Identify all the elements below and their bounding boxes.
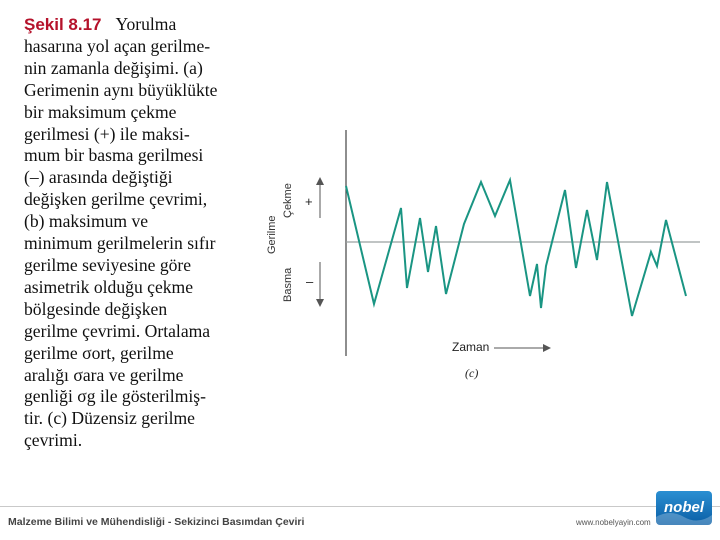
caption-line-0: Yorulma bbox=[115, 14, 177, 34]
plus-sign: + bbox=[305, 194, 313, 209]
caption-line: gerilme σort, gerilme bbox=[24, 342, 174, 363]
caption-lines bbox=[24, 36, 260, 452]
caption-line: gerilme çevrimi. Ortalama bbox=[24, 320, 211, 341]
caption-line: asimetrik olduğu çekme bbox=[24, 276, 194, 297]
book-title: Malzeme Bilimi ve Mühendisliği - Sekizinci Basımdan Çeviri bbox=[8, 516, 305, 528]
y-axis-label: Gerilme bbox=[266, 215, 278, 254]
caption-line: gerilme seviyesine göre bbox=[24, 254, 192, 275]
publisher-logo bbox=[656, 491, 712, 525]
caption-line: aralığı σara ve gerilme bbox=[24, 364, 184, 385]
tension-label: Çekme bbox=[282, 183, 294, 218]
caption-line: çevrimi. bbox=[24, 430, 83, 451]
figure-caption bbox=[24, 14, 260, 452]
stress-time-diagram bbox=[262, 120, 702, 390]
caption-line: bölgesinde değişken bbox=[24, 298, 168, 319]
caption-line: tir. (c) Düzensiz gerilme bbox=[24, 408, 195, 429]
footer-bar bbox=[0, 500, 720, 540]
caption-line: nin zamanla değişimi. (a) bbox=[24, 57, 203, 78]
caption-line: mum bir basma gerilmesi bbox=[24, 145, 204, 166]
caption-line: bir maksimum çekme bbox=[24, 101, 177, 122]
caption-line: (b) maksimum ve bbox=[24, 211, 149, 232]
figure-label: Şekil 8.17 bbox=[24, 15, 102, 34]
caption-line: Gerimenin aynı büyüklükte bbox=[24, 79, 218, 100]
irregular-stress-curve bbox=[346, 180, 686, 316]
caption-first-line bbox=[24, 14, 260, 36]
caption-line: hasarına yol açan gerilme- bbox=[24, 35, 211, 56]
footer-divider bbox=[0, 506, 720, 507]
caption-line: genliği σg ile gösterilmiş- bbox=[24, 386, 206, 407]
publisher-website[interactable]: www.nobelyayin.com bbox=[576, 518, 651, 527]
minus-sign: – bbox=[306, 274, 314, 289]
panel-label: (c) bbox=[465, 366, 479, 380]
caption-line: değişken gerilme çevrimi, bbox=[24, 189, 208, 210]
caption-line: (–) arasında değiştiği bbox=[24, 167, 173, 188]
x-axis-label: Zaman bbox=[452, 340, 490, 354]
caption-line: gerilmesi (+) ile maksi- bbox=[24, 123, 190, 144]
caption-line: minimum gerilmelerin sıfır bbox=[24, 233, 216, 254]
logo-text: nobel bbox=[664, 499, 704, 516]
compression-label: Basma bbox=[282, 267, 294, 302]
